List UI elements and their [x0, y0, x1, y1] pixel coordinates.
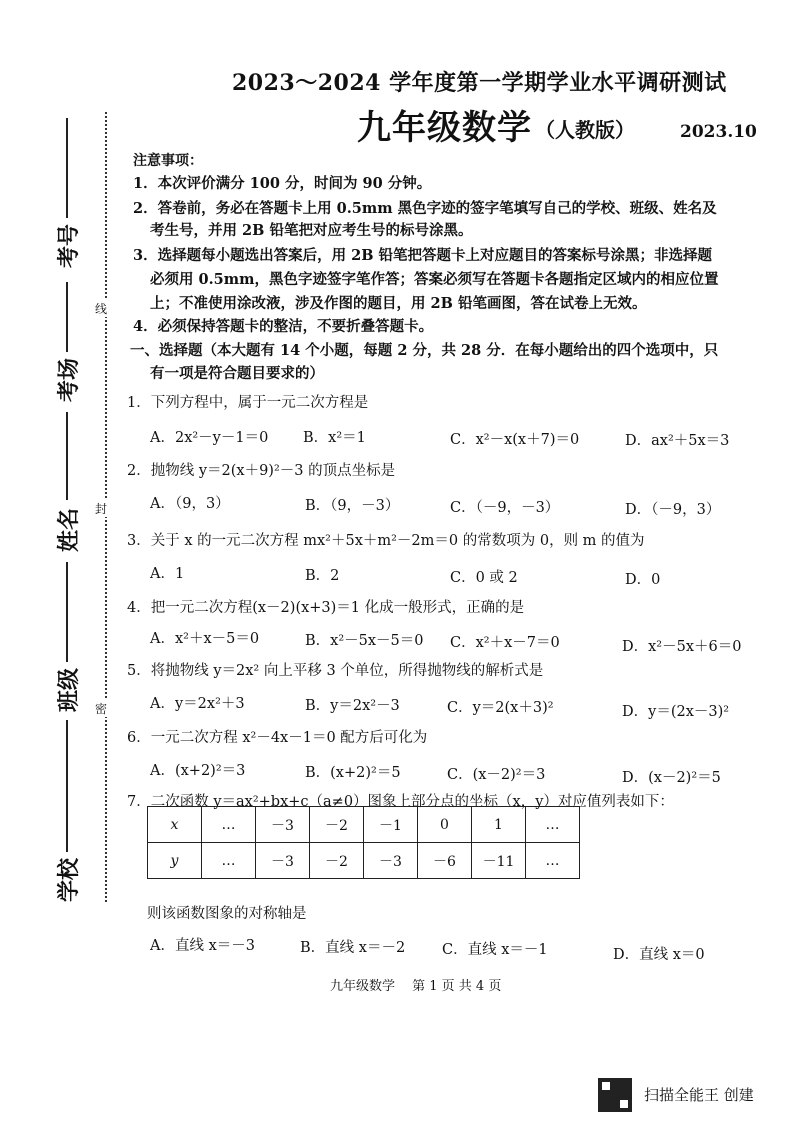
- name-label: 姓名: [56, 507, 82, 552]
- table-row-x: [148, 807, 580, 843]
- notice-title: 注意事项：: [133, 153, 203, 169]
- name-rule: [66, 412, 68, 500]
- notice-line: 1．本次评价满分 100 分，时间为 90 分钟。: [133, 175, 432, 192]
- q1-option-a: A．2x²－y－1＝0: [150, 430, 269, 446]
- class-label: 班级: [56, 667, 82, 712]
- table-cell: －6: [418, 843, 472, 879]
- notice-line: 3．选择题每小题选出答案后，用 2B 铅笔把答题卡上对应题目的答案标号涂黑；非选择题: [133, 247, 713, 264]
- q4-option-a: A．x²＋x－5＝0: [150, 631, 260, 647]
- table-cell: 1: [472, 807, 526, 843]
- q6-option-c: C．(x－2)²＝3: [447, 767, 546, 783]
- question-7-stem: 7．二次函数 y＝ax²+bx+c（a≠0）图象上部分点的坐标（x，y）对应值列表如下：: [127, 794, 674, 810]
- qr-code-icon: [598, 1078, 632, 1112]
- binding-char-seal: 封: [95, 502, 108, 516]
- edition-label: （人教版）: [535, 118, 635, 142]
- scanner-watermark: 扫描全能王 创建: [644, 1086, 754, 1104]
- q2-option-a: A．（9，3）: [150, 496, 230, 512]
- exam-number-label: 考号: [56, 223, 82, 268]
- q2-option-b: B．（9，－3）: [305, 498, 400, 514]
- question-6-stem: 6．一元二次方程 x²－4x－1＝0 配方后可化为: [127, 730, 428, 746]
- q5-option-a: A．y＝2x²＋3: [150, 696, 245, 712]
- table-cell: －2: [310, 843, 364, 879]
- table-cell: …: [202, 807, 256, 843]
- value-table: [147, 806, 580, 879]
- exam-number-rule: [66, 118, 68, 218]
- exam-date: 2023.10: [680, 122, 757, 142]
- school-label: 学校: [56, 857, 82, 902]
- q4-option-d: D．x²－5x＋6＝0: [622, 639, 742, 655]
- notice-line: 考生号，并用 2B 铅笔把对应考生号的标号涂黑。: [150, 222, 473, 239]
- q3-option-d: D．0: [625, 572, 661, 588]
- question-4-stem: 4．把一元二次方程(x－2)(x+3)＝1 化成一般形式，正确的是: [127, 600, 525, 616]
- q7-option-d: D．直线 x＝0: [613, 947, 705, 963]
- subject-title: 九年级数学: [357, 108, 532, 148]
- q7-option-b: B．直线 x＝－2: [300, 940, 406, 956]
- q5-option-b: B．y＝2x²－3: [305, 698, 400, 714]
- notice-line: 2．答卷前，务必在答题卡上用 0.5mm 黑色字迹的签字笔填写自己的学校、班级、姓名及: [133, 200, 717, 217]
- question-5-stem: 5．将抛物线 y＝2x² 向上平移 3 个单位，所得抛物线的解析式是: [127, 663, 544, 679]
- table-cell: y: [148, 843, 202, 879]
- q3-option-a: A．1: [150, 566, 185, 582]
- table-cell: －2: [310, 807, 364, 843]
- table-cell: －1: [364, 807, 418, 843]
- class-rule: [66, 562, 68, 662]
- q1-option-b: B．x²＝1: [303, 430, 366, 446]
- notice-line: 4．必须保持答题卡的整洁，不要折叠答题卡。: [133, 318, 434, 335]
- q5-option-c: C．y＝2(x＋3)²: [447, 700, 554, 716]
- q6-option-b: B．(x+2)²＝5: [305, 765, 401, 781]
- table-cell: x: [148, 807, 202, 843]
- q1-option-d: D．ax²＋5x＝3: [625, 433, 730, 449]
- q2-option-c: C．（－9，－3）: [450, 500, 560, 516]
- q6-option-d: D．(x－2)²＝5: [622, 770, 721, 786]
- exam-room-label: 考场: [56, 357, 82, 402]
- question-2-stem: 2．抛物线 y＝2(x＋9)²－3 的顶点坐标是: [127, 463, 396, 479]
- notice-line: 必须用 0.5mm，黑色字迹签字笔作答；答案必须写在答题卡各题指定区域内的相应位置: [150, 271, 719, 288]
- table-cell: 0: [418, 807, 472, 843]
- school-rule: [66, 720, 68, 852]
- question-1-stem: 1．下列方程中，属于一元二次方程是: [127, 395, 369, 411]
- table-cell: …: [202, 843, 256, 879]
- q7-option-c: C．直线 x＝－1: [442, 942, 548, 958]
- section-heading: 一、选择题（本大题有 14 个小题，每题 2 分，共 28 分．在每小题给出的四个选项中，只: [130, 342, 719, 359]
- binding-char-secret: 密: [95, 702, 108, 716]
- q7-option-a: A．直线 x＝－3: [150, 938, 255, 954]
- q4-option-b: B．x²－5x－5＝0: [305, 633, 424, 649]
- table-row-y: [148, 843, 580, 879]
- table-cell: －11: [472, 843, 526, 879]
- exam-room-rule: [66, 282, 68, 352]
- question-3-stem: 3．关于 x 的一元二次方程 mx²＋5x＋m²－2m＝0 的常数项为 0，则 m 的值为: [127, 533, 645, 549]
- question-7-follow: 则该函数图象的对称轴是: [147, 906, 307, 922]
- exam-title: 2023～2024 学年度第一学期学业水平调研测试: [232, 70, 727, 96]
- notice-line: 上；不准使用涂改液，涉及作图的题目，用 2B 铅笔画图，答在试卷上无效。: [150, 295, 647, 312]
- table-cell: －3: [256, 807, 310, 843]
- binding-char-line: 线: [95, 302, 108, 316]
- q2-option-d: D．（－9，3）: [625, 502, 721, 518]
- q1-option-c: C．x²－x(x＋7)＝0: [450, 432, 580, 448]
- table-cell: …: [526, 807, 580, 843]
- section-heading-cont: 有一项是符合题目要求的）: [150, 365, 324, 382]
- q6-option-a: A．(x+2)²＝3: [150, 763, 246, 779]
- q3-option-b: B．2: [305, 568, 340, 584]
- page-footer: 九年级数学 第 1 页 共 4 页: [330, 979, 502, 994]
- q4-option-c: C．x²＋x－7＝0: [450, 635, 560, 651]
- table-cell: －3: [364, 843, 418, 879]
- q3-option-c: C．0 或 2: [450, 570, 518, 586]
- table-cell: …: [526, 843, 580, 879]
- q5-option-d: D．y＝(2x－3)²: [622, 704, 730, 720]
- table-cell: －3: [256, 843, 310, 879]
